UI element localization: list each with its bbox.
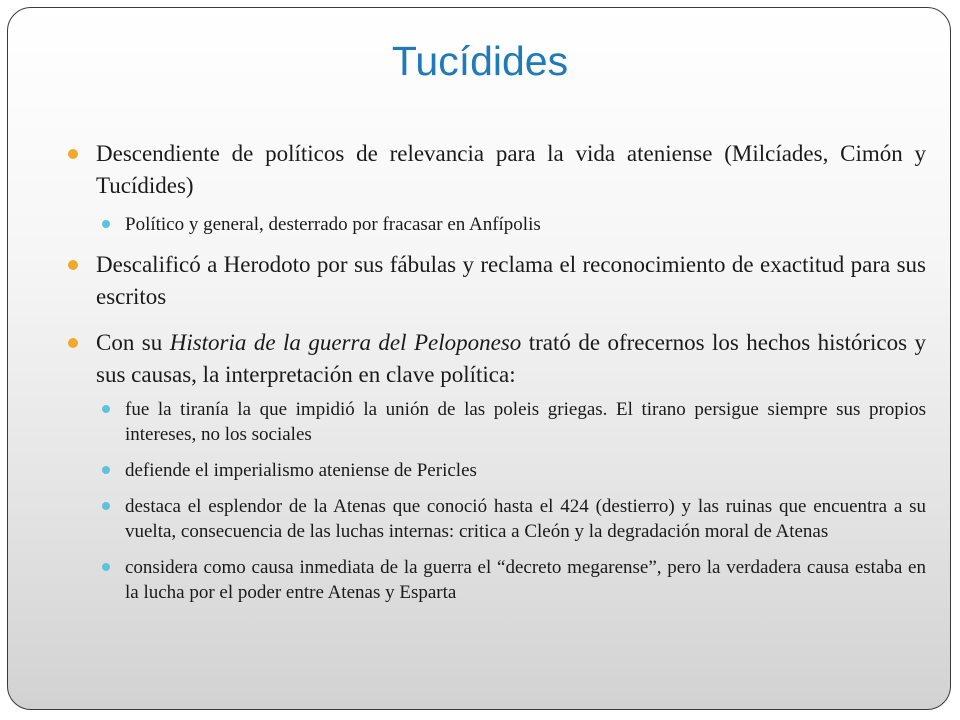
slide-content: [68, 138, 926, 616]
sub-bullet-item: [68, 494, 926, 544]
book-title: Historia de la guerra del Peloponeso: [169, 330, 522, 355]
bullet-item-3: [68, 327, 926, 391]
sub-bullet-dot-icon: [102, 220, 110, 228]
sub-bullet-text: fue la tiranía la que impidió la unión de las poleis griegas. El tirano persigue siempre sus propios intereses, no los sociales: [125, 399, 926, 445]
bullet-item-2: [68, 249, 926, 313]
bullet-dot-icon: [68, 149, 78, 159]
bullet-dot-icon: [68, 260, 78, 270]
sub-bullet-dot-icon: [102, 466, 110, 474]
sub-list-container: [68, 212, 926, 237]
sub-bullet-text: considera como causa inmediata de la guerra el “decreto megarense”, pero la verdadera causa estaba en la lucha por el poder entre Atenas y Esparta: [125, 557, 926, 603]
sub-bullet-list: [68, 397, 926, 605]
bullet-list: [68, 138, 926, 605]
slide-title: Tucídides: [391, 38, 569, 84]
sub-bullet-text: destaca el esplendor de la Atenas que conoció hasta el 424 (destierro) y las ruinas que encuentra a su vuelta, consecuencia de las luchas internas: critica a Cleón y la degradación moral de Atenas: [125, 496, 926, 542]
bullet-item-1: [68, 138, 926, 202]
bullet-text: Descalificó a Herodoto por sus fábulas y reclama el reconocimiento de exactitud para sus escritos: [96, 252, 926, 309]
sub-list-container: [68, 397, 926, 605]
sub-bullet-dot-icon: [102, 502, 110, 510]
bullet-text: Descendiente de políticos de relevancia para la vida ateniense (Milcíades, Cimón y Tucídides): [96, 141, 926, 198]
sub-bullet-item: [68, 212, 926, 237]
sub-bullet-item: [68, 397, 926, 447]
sub-bullet-item: [68, 458, 926, 483]
sub-bullet-dot-icon: [102, 563, 110, 571]
sub-bullet-text: defiende el imperialismo ateniense de Pericles: [125, 460, 477, 481]
bullet-text-after: trató de ofrecernos los hechos históricos y sus causas, la interpretación en clave política:: [96, 330, 926, 387]
bullet-text-before: Con su: [96, 330, 170, 355]
slide: [7, 7, 951, 710]
sub-bullet-list: [68, 212, 926, 237]
sub-bullet-text: Político y general, desterrado por fracasar en Anfípolis: [125, 214, 541, 235]
bullet-dot-icon: [68, 338, 78, 348]
sub-bullet-dot-icon: [102, 405, 110, 413]
sub-bullet-item: [68, 555, 926, 605]
